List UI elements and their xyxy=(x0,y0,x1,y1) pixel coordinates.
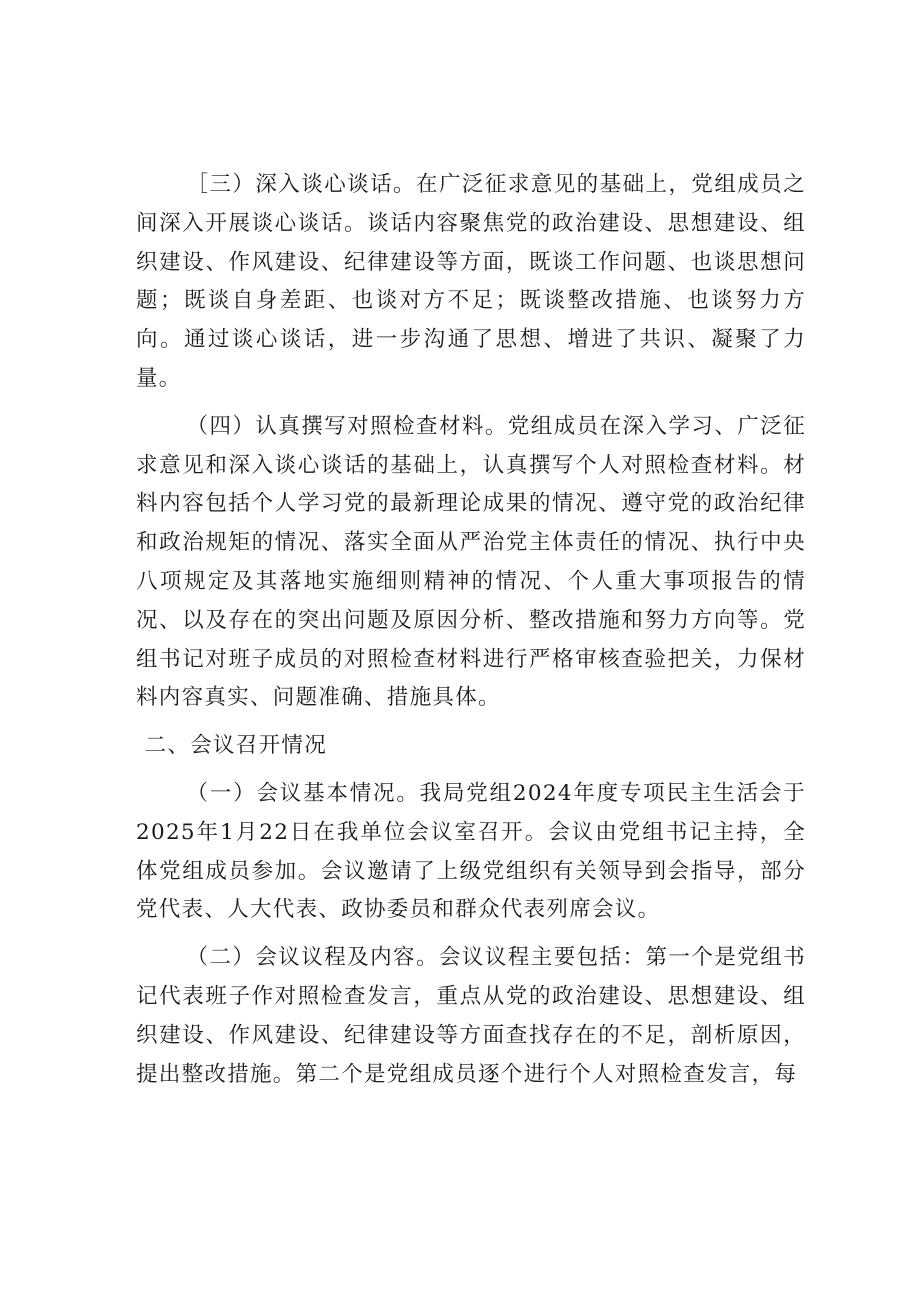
section-heading-meeting: 二、会议召开情况 xyxy=(144,733,327,759)
document-body xyxy=(136,166,806,1103)
paragraph-meeting-agenda: （二）会议议程及内容。会议议程主要包括：第一个是党组书记代表班子作对照检查发言，重点从党的政治建设、思想建设、组织建设、作风建设、纪律建设等方面查找存在的不足，剖析原因，提出整改措施。第二个是党组成员逐个进行个人对照检查发言，每 xyxy=(136,945,806,1087)
paragraph-meeting-basic-info: （一）会议基本情况。我局党组2024年度专项民主生活会于2025年1月22日在我单位会议室召开。会议由党组书记主持，全体党组成员参加。会议邀请了上级党组织有关领导到会指导，部分党代表、人大代表、政协委员和群众代表列席会议。 xyxy=(136,780,806,923)
paragraph-self-examination-materials: （四）认真撰写对照检查材料。党组成员在深入学习、广泛征求意见和深入谈心谈话的基础上，认真撰写个人对照检查材料。材料内容包括个人学习党的最新理论成果的情况、遵守党的政治纪律和政治规矩的情况、落实全面从严治党主体责任的情况、执行中央八项规定及其落地实施细则精神的情况、个人重大事项报告的情况、以及存在的突出问题及原因分析、整改措施和努力方向等。党组书记对班子成员的对照检查材料进行严格审核查验把关，力保材料内容真实、问题准确、措施具体。 xyxy=(136,413,806,711)
paragraph-heart-to-heart-talks: ［三）深入谈心谈话。在广泛征求意见的基础上，党组成员之间深入开展谈心谈话。谈话内容聚焦党的政治建设、思想建设、组织建设、作风建设、纪律建设等方面，既谈工作问题、也谈思想问题；既谈自身差距、也谈对方不足；既谈整改措施、也谈努力方向。通过谈心谈话，进一步沟通了思想、增进了共识、凝聚了力量。 xyxy=(136,172,806,391)
